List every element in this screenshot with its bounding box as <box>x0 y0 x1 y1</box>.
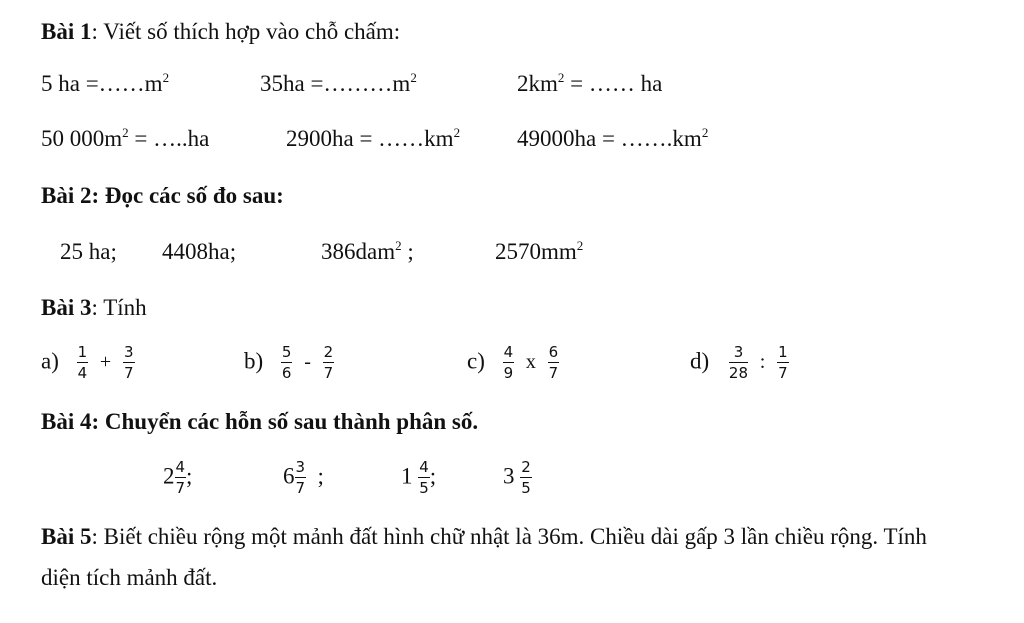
denominator: 5 <box>521 479 531 497</box>
bai1-item-3-sup: 2 <box>557 70 565 85</box>
bai2-item-2-text: 4408ha; <box>162 239 237 264</box>
fraction <box>323 345 335 381</box>
problem-label: c) <box>467 348 485 374</box>
bai1-item-4-rest: = …..ha <box>128 126 210 151</box>
bai2-item-2 <box>162 240 236 263</box>
bai1-item-5 <box>286 127 460 150</box>
problem-label: d) <box>690 348 710 374</box>
denominator: 7 <box>548 364 559 382</box>
fraction <box>548 345 560 381</box>
fraction <box>777 345 789 381</box>
fraction <box>729 345 748 381</box>
bai2-item-3-sup: 2 <box>395 238 402 253</box>
denominator: 5 <box>419 479 429 497</box>
bai2-item-4-sup: 2 <box>576 238 584 253</box>
bai5-line-2 <box>41 566 217 589</box>
whole-part: 1 <box>401 463 413 489</box>
bai3-problem-c <box>467 345 559 381</box>
bai1-item-3-rest: = …… ha <box>564 71 663 96</box>
bai3-label: Bài 3 <box>41 295 92 320</box>
bai2-item-3 <box>321 240 414 263</box>
denominator: 7 <box>295 479 306 497</box>
numerator: 3 <box>123 343 134 361</box>
numerator: 6 <box>548 343 559 361</box>
fraction <box>520 460 532 496</box>
numerator: 4 <box>503 343 514 361</box>
bai1-item-4-sup: 2 <box>122 125 129 140</box>
problem-label: b) <box>244 348 264 374</box>
numerator: 1 <box>778 343 788 361</box>
bai2-item-4 <box>495 240 583 263</box>
bai2-item-4-text: 2570mm <box>495 239 577 264</box>
fraction <box>77 345 89 381</box>
bai1-item-4-text: 50 000m <box>41 126 123 151</box>
bai1-item-1 <box>41 72 169 95</box>
bai2-item-1 <box>60 240 117 263</box>
bai2-heading <box>41 184 284 207</box>
fraction <box>503 345 515 381</box>
numerator: 4 <box>175 458 186 476</box>
bai3-problem-b <box>244 345 334 381</box>
operator: x <box>525 351 536 374</box>
bai1-item-1-sup: 2 <box>162 70 170 85</box>
bai2-title: Bài 2: Đọc các số đo sau: <box>41 183 284 208</box>
problem-label: a) <box>41 348 59 374</box>
bai1-item-3 <box>517 72 662 95</box>
bai4-mixed-1 <box>163 460 192 496</box>
separator: ; <box>429 463 437 489</box>
numerator: 1 <box>77 343 88 361</box>
fraction <box>175 460 187 496</box>
bai1-item-6 <box>517 127 708 150</box>
bai4-mixed-3 <box>401 460 436 496</box>
fraction <box>281 345 293 381</box>
bai1-item-2-sup: 2 <box>410 70 417 85</box>
denominator: 9 <box>503 364 514 382</box>
numerator: 2 <box>521 458 531 476</box>
bai3-instruction: : Tính <box>91 295 147 320</box>
bai4-mixed-4 <box>503 460 532 496</box>
bai1-label: Bài 1 <box>41 19 92 44</box>
bai1-instruction: : Viết số thích hợp vào chỗ chấm: <box>91 19 401 44</box>
denominator: 7 <box>323 364 334 382</box>
denominator: 6 <box>281 364 292 382</box>
bai1-item-4 <box>41 127 209 150</box>
bai5-line-1 <box>41 525 927 548</box>
separator: ; <box>186 463 193 489</box>
bai1-item-5-text: 2900ha = ……km <box>286 126 454 151</box>
denominator: 7 <box>778 364 788 382</box>
numerator: 4 <box>419 458 429 476</box>
bai1-item-1-text: 5 ha =……m <box>41 71 163 96</box>
numerator: 3 <box>729 345 748 363</box>
bai3-problem-a <box>41 345 135 381</box>
bai1-item-6-sup: 2 <box>701 125 709 140</box>
numerator: 5 <box>281 343 292 361</box>
bai1-item-3-text: 2km <box>517 71 558 96</box>
denominator: 4 <box>77 364 88 382</box>
bai1-heading <box>41 20 400 43</box>
operator: : <box>759 351 766 374</box>
whole-part: 3 <box>503 463 515 489</box>
bai2-item-3-after: ; <box>401 239 414 264</box>
operator: - <box>304 351 311 374</box>
bai5-text-line-2: diện tích mảnh đất. <box>41 565 218 590</box>
fraction <box>295 460 307 496</box>
whole-part: 6 <box>283 463 295 489</box>
bai3-heading <box>41 296 147 319</box>
fraction <box>123 345 135 381</box>
whole-part: 2 <box>163 463 175 489</box>
operator: + <box>99 351 112 374</box>
bai4-title: Bài 4: Chuyển các hỗn số sau thành phân số. <box>41 409 479 434</box>
bai4-heading <box>41 410 478 433</box>
separator: ; <box>306 463 324 489</box>
bai1-item-2 <box>260 72 417 95</box>
denominator: 28 <box>728 364 749 382</box>
bai4-mixed-2 <box>283 460 324 496</box>
numerator: 3 <box>295 458 306 476</box>
bai2-item-1-text: 25 ha; <box>60 239 117 264</box>
bai2-item-3-text: 386dam <box>321 239 396 264</box>
bai1-item-2-text: 35ha =………m <box>260 71 411 96</box>
bai1-item-5-sup: 2 <box>453 125 461 140</box>
bai3-problem-d <box>690 345 789 381</box>
numerator: 2 <box>323 343 334 361</box>
bai5-label: Bài 5 <box>41 524 92 549</box>
bai1-item-6-text: 49000ha = …….km <box>517 126 702 151</box>
fraction <box>418 460 430 496</box>
denominator: 7 <box>175 479 186 497</box>
bai5-text-line-1: : Biết chiều rộng một mảnh đất hình chữ nhật là 36m. Chiều dài gấp 3 lần chiều rộng. Tính <box>91 524 927 549</box>
denominator: 7 <box>123 364 134 382</box>
